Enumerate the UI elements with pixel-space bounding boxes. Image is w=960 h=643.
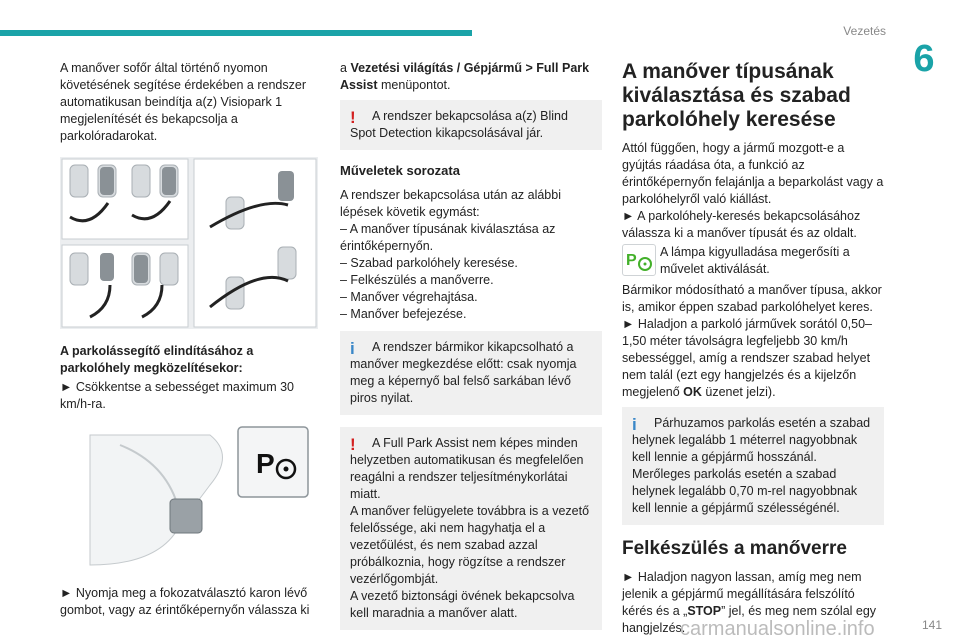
page-number: 141: [921, 618, 942, 632]
parking-maneuvers-figure: [60, 157, 318, 329]
list-item: – A manőver típusának kiválasztása az érintőképernyőn.: [340, 222, 556, 253]
menu-path: Vezetési világítás / Gépjármű > Full Park Assist: [340, 61, 590, 92]
paragraph: Bármikor módosítható a manőver típusa, akkor is, amikor éppen szabad parkolóhelyet keres.: [622, 283, 882, 314]
parking-maneuvers-illustration: [60, 157, 318, 329]
column-left: [60, 60, 318, 625]
column-right: [622, 60, 884, 643]
section-title: A manőver típusának kiválasztása és szabad parkolóhely keresése: [622, 60, 851, 131]
warning-note-limits: ! A Full Park Assist nem képes minden helyzetben automatikusan és megfelelően reagálni a rendszer teljesítménykorlátai miatt. A manőver felügyelete továbbra is a vezető felelőssége, aki nem hagyhatja el a vezetőülést, és nem szabad azzal próbálkoznia, hogy rögzítse a rendszer vezérlőgombját. A vezető biztonsági övének bekapcsolva kell maradnia a manőver alatt.: [340, 427, 602, 630]
intro-paragraph: A manőver sofőr által történő nyomon követésének segítése érdekében a rendszer automatikusan beindítja a(z) Visiopark 1 megjelenítését és bekapcsolja a parkolóradarokat.: [60, 61, 306, 143]
list-item: – Manőver befejezése.: [340, 307, 467, 321]
warning-icon: !: [350, 108, 356, 127]
paragraph: ► A parkolóhely-keresés bekapcsolásához válassza ki a manőver típusát és az oldalt.: [622, 209, 861, 240]
header-accent-bar: [0, 30, 472, 36]
info-note-cancel: i A rendszer bármikor kikapcsolható a manőver megkezdése előtt: csak nyomja meg a képernyő bal felső sarkában lévő piros nyilat.: [340, 331, 602, 415]
gear-selector-illustration: [60, 425, 318, 573]
warning-note-blind-spot: ! A rendszer bekapcsolása a(z) Blind Spot Detection kikapcsolásával jár.: [340, 100, 602, 150]
section-name: Vezetés: [843, 24, 886, 38]
lamp-confirmation: P A lámpa kigyulladása megerősíti a művelet aktiválását.: [622, 244, 884, 278]
gear-selector-figure: [60, 425, 318, 573]
approach-heading: A parkolássegítő elindításához a parkolóhely megközelítésekor:: [60, 344, 254, 375]
step-press-button: ► Nyomja meg a fokozatválasztó karon lévő gombot, vagy az érintőképernyőn válassza ki: [60, 586, 310, 617]
chapter-number: 6: [913, 38, 935, 80]
step-reduce-speed: ► Csökkentse a sebességet maximum 30 km/h-ra.: [60, 380, 295, 411]
menu-instruction: a Vezetési világítás / Gépjármű > Full Park Assist menüpontot.: [340, 61, 590, 92]
paragraph: ► Haladjon nagyon lassan, amíg meg nem jelenik a gépjármű megállítására felszólító kérés és a „STOP” jel, és meg nem szólal egy hangjelzés.: [622, 570, 877, 635]
svg-text:P: P: [626, 252, 637, 269]
info-icon: i: [632, 415, 637, 434]
paragraph: Attól függően, hogy a jármű mozgott-e a gyújtás ráadása óta, a funkció az érintőképernyőn felajánlja a beparkolást vagy a parkolóhelyről való kiállást.: [622, 141, 884, 206]
subsection-title: Felkészülés a manőverre: [622, 538, 847, 559]
operations-intro: A rendszer bekapcsolása után az alábbi lépések követik egymást:: [340, 188, 561, 219]
list-item: – Manőver végrehajtása.: [340, 290, 478, 304]
list-item: – Szabad parkolóhely keresése.: [340, 256, 518, 270]
operations-list: [340, 221, 602, 323]
watermark: carmanualsonline.info: [680, 618, 875, 640]
column-middle: [340, 60, 602, 642]
operations-heading: Műveletek sorozata: [340, 163, 460, 178]
info-note-space-size: i Párhuzamos parkolás esetén a szabad helynek legalább 1 méterrel nagyobbnak kell lennie a gépjármű hosszánál. Merőleges parkolás esetén a szabad helynek legalább 0,70 m-rel nagyobbnak kell lennie a gépjármű szélességénél.: [622, 407, 884, 525]
list-item: – Felkészülés a manőverre.: [340, 273, 494, 287]
info-icon: i: [350, 339, 355, 358]
park-assist-lamp-icon: [622, 244, 656, 276]
warning-icon: !: [350, 435, 356, 454]
paragraph: ► Haladjon a parkoló járművek sorától 0,50–1,50 méter távolságra legfeljebb 30 km/h sebességgel, amíg a rendszer szabad helyet nem talál (ezt egy hangjelzés és a kijelzőn megjelenő OK üzenet jelzi).: [622, 317, 873, 399]
park-assist-button-label: P: [256, 448, 275, 479]
